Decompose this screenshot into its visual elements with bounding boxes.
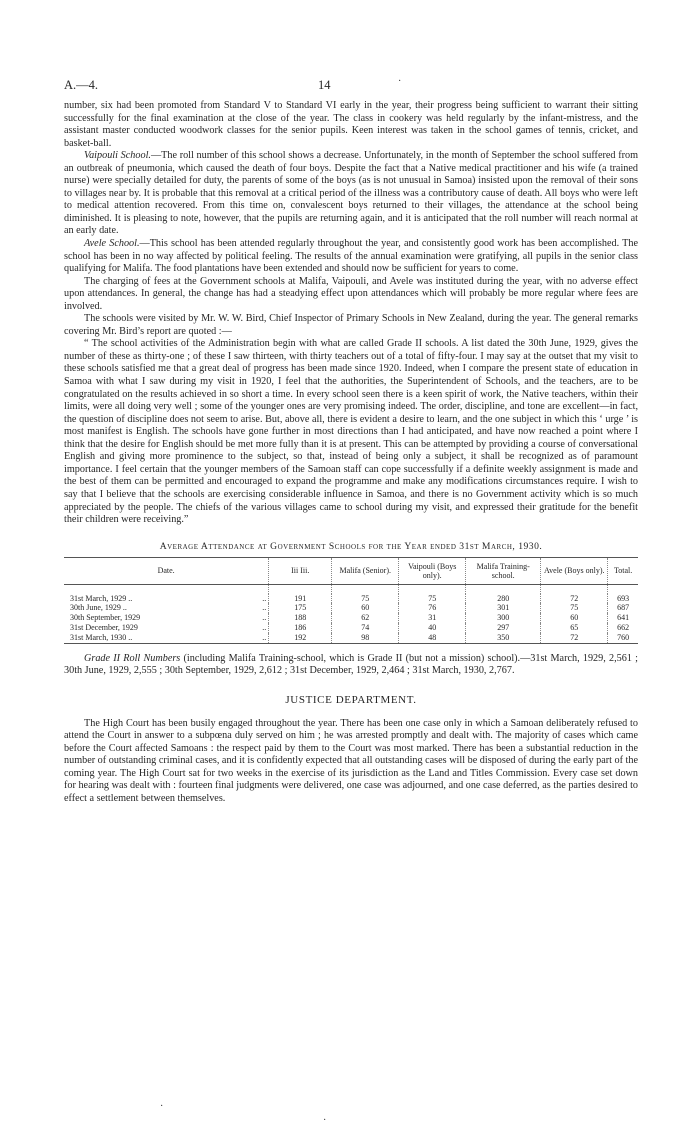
cell-vaipouli: 40 [399, 623, 466, 633]
col-total: Total. [608, 557, 638, 584]
cell-malifa: 74 [332, 623, 399, 633]
cell-avele: 60 [541, 613, 608, 623]
attendance-table [64, 557, 638, 644]
paragraph-avele [64, 238, 638, 276]
cell-training: 300 [466, 613, 541, 623]
row-dots: .. [262, 632, 267, 642]
document-reference: A.—4. [64, 78, 99, 92]
row-date: 31st March, 1930 .. [70, 632, 133, 642]
row-date: 31st March, 1929 .. [70, 593, 133, 603]
cell-avele: 72 [541, 594, 608, 604]
paragraph-intro: number, six had been promoted from Standard V to Standard VI early in the year, their progress being sufficient to warrant their sitting successfully for the final examination at the close of the year. The class in cookery was held regularly by the infant-mistress, and the assistant master conducted woodwork classes for the senior pupils. Keen interest was taken in the school games of tennis, cricket, and basket-ball. [64, 100, 638, 149]
cell-malifa: 98 [332, 633, 399, 643]
col-date: Date. [157, 566, 175, 576]
table-row [64, 633, 638, 643]
row-dots: .. [262, 613, 267, 623]
document-page [64, 78, 638, 806]
col-malifa-senior: Malifa (Senior). [332, 557, 399, 584]
cell-iii: 192 [269, 633, 332, 643]
print-mark: · [323, 1115, 327, 1126]
cell-training: 297 [466, 623, 541, 633]
cell-avele: 72 [541, 633, 608, 643]
paragraph-vaipouli [64, 150, 638, 238]
table-row [64, 594, 638, 604]
justice-department-heading: JUSTICE DEPARTMENT. [285, 693, 417, 706]
cell-iii: 188 [269, 613, 332, 623]
page-header [64, 78, 638, 100]
paragraph-fees: The charging of fees at the Government schools at Malifa, Vaipouli, and Avele was instituted during the year, with no adverse effect upon attendances. In general, the change has had a steadying effect upon attendances which will probably be more regular where fees are involved. [64, 275, 638, 312]
print-mark: · [160, 1101, 164, 1112]
paragraph-grade-ii [64, 653, 638, 678]
vaipouli-text: —The roll number of this school shows a decrease. Unfortunately, in the month of September the school suffered from an outbreak of pneumonia, which caused the death of four boys. Despite the fact that a Native medical practitioner and his wife (a trained nurse) were specially detailed for duty, the parents of some of the boys (as is not unusual in Samoa) insisted upon the removal of their sons to villages near by. It is probable that this removal at a critical period of the illness was a contributory cause of death. All boys who were left to medical attention recovered. From this time on, convalescent boys returned to their villages, the attendance at the school being diminished. It is pleasing to note, however, that the pupils are returning again, and it is anticipated that the roll number will reach normal at an early date. [64, 150, 638, 237]
cell-iii: 191 [269, 594, 332, 604]
vaipouli-heading: Vaipouli School. [84, 150, 151, 162]
cell-total: 760 [608, 633, 638, 643]
cell-malifa: 75 [332, 594, 399, 604]
row-date: 30th June, 1929 .. [70, 603, 127, 613]
page-number: 14 [318, 78, 331, 92]
avele-text: —This school has been attended regularly throughout the year, and consistently good work has been accomplished. The school has been in no way affected by political feeling. The results of the annual examination were gratifying, all pupils in the senior class qualifying for Malifa. The food plantations have been extended and should now be sufficient for years to come. [64, 238, 638, 275]
cell-avele: 75 [541, 603, 608, 613]
table-row [64, 623, 638, 633]
table-row [64, 613, 638, 623]
cell-training: 280 [466, 594, 541, 604]
cell-iii: 186 [269, 623, 332, 633]
cell-total: 662 [608, 623, 638, 633]
cell-training: 301 [466, 603, 541, 613]
paragraph-justice: The High Court has been busily engaged throughout the year. There has been one case only in which a Samoan deliberately refused to attend the Court in answer to a subpœna duly served on him ; he was arrested promptly and dealt with. The majority of cases which came before the Court affected Samoans : the respect paid by them to the Court was most marked. There has been a substantial reduction in the number of outstanding criminal cases, and it is confidently expected that all outstanding cases will be disposed of during the early part of the coming year. The High Court sat for two weeks in the exercise of its jurisdiction as the Land and Titles Commission. Every case set down for hearing was dealt with : fourteen final judgments were delivered, one case was adjourned, and one case deferred, as the parties desired to effect a settlement between themselves. [64, 717, 638, 804]
cell-vaipouli: 76 [399, 603, 466, 613]
cell-vaipouli: 48 [399, 633, 466, 643]
table-row [64, 603, 638, 613]
cell-avele: 65 [541, 623, 608, 633]
cell-malifa: 60 [332, 603, 399, 613]
grade-ii-heading: Grade II Roll Numbers [84, 652, 181, 664]
row-date: 31st December, 1929 [70, 622, 138, 632]
attendance-table-title: Average Attendance at Government Schools for the Year ended 31st March, 1930. [159, 540, 543, 552]
cell-malifa: 62 [332, 613, 399, 623]
row-dots: .. [262, 622, 267, 632]
cell-total: 641 [608, 613, 638, 623]
col-vaipouli: Vaipouli (Boys only). [399, 557, 466, 584]
attendance-table-header [64, 557, 638, 584]
col-malifa-training: Malifa Training-school. [466, 557, 541, 584]
cell-vaipouli: 75 [399, 594, 466, 604]
cell-total: 687 [608, 603, 638, 613]
cell-total: 693 [608, 594, 638, 604]
cell-training: 350 [466, 633, 541, 643]
cell-vaipouli: 31 [399, 613, 466, 623]
row-dots: .. [262, 593, 267, 603]
avele-heading: Avele School. [84, 238, 140, 250]
grade-ii-text: (including Malifa Training-school, which is Grade II (but not a mission) school).—31st March, 1929, 2,561 ; 30th June, 1929, 2,555 ; 30th September, 1929, 2,612 ; 31st December, 1929, 2,464 ; 31st March, 1930, 2,767. [64, 652, 638, 677]
row-date: 30th September, 1929 [70, 613, 141, 623]
inspector-quote: “ The school activities of the Administration begin with what are called Grade II schools. A list dated the 30th June, 1929, gives the number of these as thirty-one ; of these I saw thirteen, with thirty teachers out of a total of fifty-four. I may say at the outset that my visit to these schools satisfied me that a great deal of progress has been made since 1920. Indeed, when I compare the present state of education in Samoa with what I saw during my visit in 1920, I feel that the authorities, the Superintendent of Schools, and the teachers, are to be congratulated on the results achieved in so short a time. In every school seen there is a keen spirit of work, the Native teachers, within their limits, were all doing very well ; some of the younger ones are very promising indeed. The order, discipline, and tone are excellent—in fact, the question of discipline does not seem to arise. But, above all, there is evident a desire to learn, and the one subject in which this ‘ urge ’ is most manifest is English. The schools have gone further in most directions than I had anticipated, and have now reached a point where I think that the desire for English should be met more fully than it is at present. This can be attempted by providing a course of conversational English and giving more prominence to the subject, so that, instead of being only a subject, it shall be recognized as of paramount importance. I feel certain that the younger members of the Samoan staff can cope successfully if a definite weekly assignment is made and the best of them can be permitted and encouraged to expand the programme and make any modifications circumstances require. I wish to say that I believe that the schools are exercising considerable influence in Samoa, and there is no Government activity which is so much appreciated by the people. The chiefs of the various villages came to school during my visit, and expressed their gratitude for the benefit their children were receiving.” [64, 338, 638, 526]
col-avele: Avele (Boys only). [541, 557, 608, 584]
print-mark: · [398, 76, 402, 87]
paragraph-visit: The schools were visited by Mr. W. W. Bird, Chief Inspector of Primary Schools in New Zealand, during the year. The general remarks covering Mr. Bird’s report are quoted :— [64, 313, 638, 337]
col-iii: Iii Iii. [269, 557, 332, 584]
cell-iii: 175 [269, 603, 332, 613]
row-dots: .. [262, 603, 267, 613]
